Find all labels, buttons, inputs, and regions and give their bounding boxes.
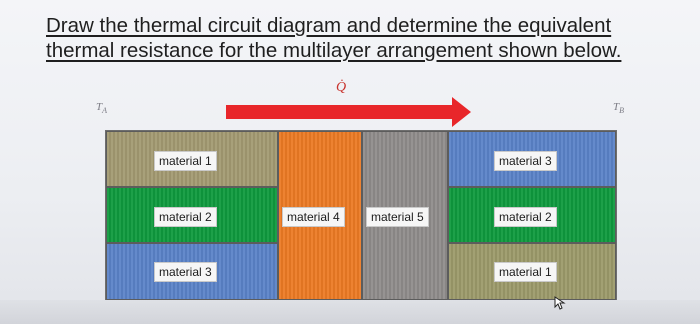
label-right-material-2: material 2 <box>494 207 557 227</box>
mouse-cursor-icon <box>553 296 567 310</box>
label-left-material-1: material 1 <box>154 151 217 171</box>
label-left-material-2: material 2 <box>154 207 217 227</box>
blurred-footer-area <box>0 300 700 324</box>
right-temperature-label: $T_B$ <box>613 101 625 116</box>
heat-rate-symbol: Q̇ <box>336 80 347 95</box>
problem-statement <box>46 13 686 63</box>
label-material-5: material 5 <box>366 207 429 227</box>
problem-line-2: thermal resistance for the multilayer arrangement shown below. <box>46 39 622 62</box>
label-left-material-3: material 3 <box>154 262 217 282</box>
heat-flow-arrow-icon <box>226 96 472 128</box>
problem-line-1: Draw the thermal circuit diagram and determine the equivalent <box>46 14 612 37</box>
label-right-material-1: material 1 <box>494 262 557 282</box>
label-material-4: material 4 <box>282 207 345 227</box>
label-right-material-3: material 3 <box>494 151 557 171</box>
multilayer-wall-diagram <box>105 130 617 300</box>
left-temperature-label: $T_A$ <box>96 101 108 116</box>
